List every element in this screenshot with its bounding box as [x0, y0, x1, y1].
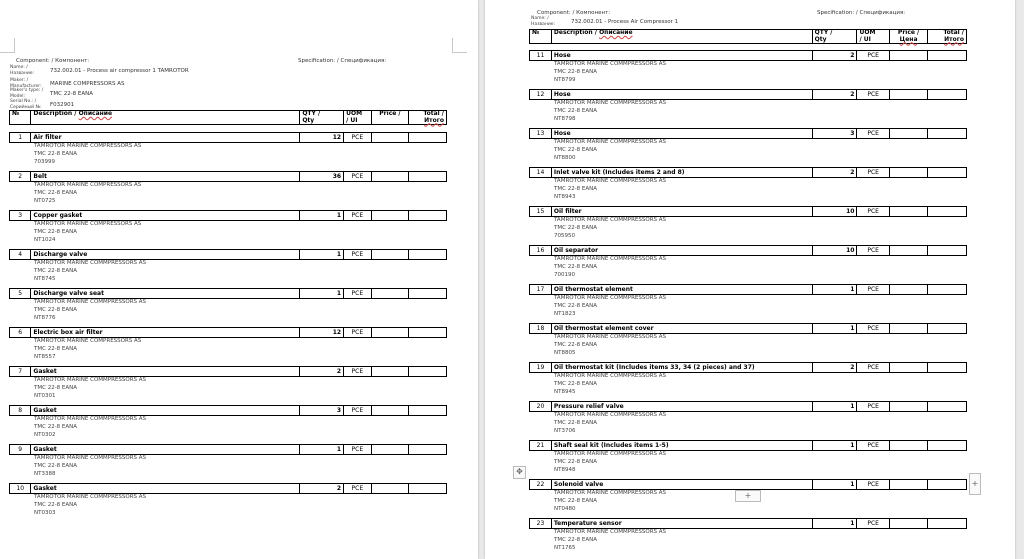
row-price[interactable] [889, 90, 928, 100]
table-row [529, 362, 967, 373]
row-uom: PCE [857, 480, 889, 490]
row-price[interactable] [371, 172, 409, 182]
row-part-number: NT3388 [34, 470, 56, 477]
row-part-number: NT1024 [34, 236, 56, 243]
row-qty: 2 [300, 484, 344, 494]
row-number: 5 [10, 289, 31, 299]
row-description: Gasket [31, 406, 300, 416]
row-total[interactable] [928, 363, 967, 373]
row-part-number: NT8798 [554, 115, 576, 122]
maker-label: Maker: / Manufacturer: [10, 78, 42, 89]
row-qty: 10 [812, 246, 857, 256]
col-price: Price / Цена [889, 30, 928, 44]
row-number: 9 [10, 445, 31, 455]
row-part-number: NT3706 [554, 427, 576, 434]
row-number: 19 [530, 363, 552, 373]
row-number: 23 [530, 519, 552, 529]
maker-value: MARINE COMPRESSORS AS [50, 80, 125, 87]
row-total[interactable] [928, 402, 967, 412]
row-price[interactable] [889, 285, 928, 295]
row-part-number: NT8745 [34, 275, 56, 282]
list-item [9, 210, 447, 244]
row-price[interactable] [371, 133, 409, 143]
row-qty: 2 [812, 51, 857, 61]
col-no: № [10, 111, 31, 125]
row-description: Belt [31, 172, 300, 182]
row-part-number: NT0725 [34, 197, 56, 204]
row-number: 1 [10, 133, 31, 143]
row-model: TMC 22-8 EANA [34, 462, 78, 469]
row-total[interactable] [928, 129, 967, 139]
row-model: TMC 22-8 EANA [554, 107, 598, 114]
row-part-number: NT0302 [34, 431, 56, 438]
row-price[interactable] [371, 484, 409, 494]
row-qty: 1 [300, 250, 344, 260]
row-maker: TAMROTOR MARINE COMMPRESSORS AS [554, 490, 667, 496]
row-qty: 2 [812, 363, 857, 373]
row-description: Oil separator [551, 246, 812, 256]
list-item [529, 206, 967, 240]
list-item [9, 132, 447, 166]
row-part-number: NT8805 [554, 349, 576, 356]
row-part-number: NT8800 [554, 154, 576, 161]
row-number: 10 [10, 484, 31, 494]
row-uom: PCE [857, 441, 889, 451]
table-row [529, 401, 967, 412]
row-price[interactable] [371, 328, 409, 338]
row-number: 16 [530, 246, 552, 256]
row-total[interactable] [409, 133, 447, 143]
row-model: TMC 22-8 EANA [554, 380, 598, 387]
row-uom: PCE [344, 367, 372, 377]
component-label: Component: / Компонент: [537, 10, 611, 16]
row-part-number: NT0480 [554, 505, 576, 512]
row-uom: PCE [857, 402, 889, 412]
row-price[interactable] [371, 250, 409, 260]
row-price[interactable] [889, 324, 928, 334]
row-total[interactable] [928, 246, 967, 256]
list-item [9, 327, 447, 361]
row-description: Gasket [31, 367, 300, 377]
row-part-number: NT0303 [34, 509, 56, 516]
row-number: 4 [10, 250, 31, 260]
row-total[interactable] [409, 484, 447, 494]
row-qty: 12 [300, 133, 344, 143]
row-uom: PCE [344, 250, 372, 260]
row-description: Hose [551, 129, 812, 139]
row-price[interactable] [371, 406, 409, 416]
row-part-number: NT8799 [554, 76, 576, 83]
row-part-number: NT8557 [34, 353, 56, 360]
row-uom: PCE [344, 484, 372, 494]
row-description: Shaft seal kit (Includes items 1-5) [551, 441, 812, 451]
move-handle-icon[interactable]: ✥ [513, 466, 526, 479]
row-total[interactable] [409, 172, 447, 182]
col-description: Description / Описание [551, 30, 812, 44]
table-row [9, 444, 447, 455]
row-description: Temperature sensor [551, 519, 812, 529]
table-row [9, 405, 447, 416]
document-page-1 [0, 0, 478, 559]
row-maker: TAMROTOR MARINE COMMPRESSORS AS [554, 217, 667, 223]
row-model: TMC 22-8 EANA [34, 150, 78, 157]
component-name: 732.002.01 - Process air compressor 1 TAMROTOR [50, 67, 189, 74]
table-row [529, 440, 967, 451]
specification-label: Specification: / Спецификация: [298, 58, 387, 64]
row-qty: 2 [300, 367, 344, 377]
row-maker: TAMROTOR MARINE COMMPRESSORS AS [554, 451, 667, 457]
table-row [9, 288, 447, 299]
row-model: TMC 22-8 EANA [554, 146, 598, 153]
table-row [529, 518, 967, 529]
row-number: 3 [10, 211, 31, 221]
row-part-number: NT0301 [34, 392, 56, 399]
row-total[interactable] [409, 289, 447, 299]
row-part-number: NT8945 [554, 388, 576, 395]
list-item [529, 284, 967, 318]
row-part-number: NT8948 [554, 466, 576, 473]
name-label: Name: / Название: [10, 65, 35, 76]
col-qty: QTY / Qty [300, 111, 344, 125]
row-description: Oil thermostat element [551, 285, 812, 295]
type-value: TMC 22-8 EANA [50, 90, 94, 97]
row-part-number: NT1765 [554, 544, 576, 551]
col-qty: QTY / Qty [812, 30, 857, 44]
row-description: Oil filter [551, 207, 812, 217]
row-uom: PCE [857, 168, 889, 178]
row-total[interactable] [928, 519, 967, 529]
margin-corner-mark [452, 38, 467, 53]
row-description: Oil thermostat kit (Includes items 33, 34 (2 pieces) and 37) [551, 363, 812, 373]
row-model: TMC 22-8 EANA [554, 419, 598, 426]
col-description: Description / Описание [31, 111, 300, 125]
row-model: TMC 22-8 EANA [34, 501, 78, 508]
row-description: Discharge valve [31, 250, 300, 260]
row-price[interactable] [889, 441, 928, 451]
row-qty: 1 [300, 289, 344, 299]
row-maker: TAMROTOR MARINE COMMPRESSORS AS [554, 139, 667, 145]
table-row [9, 171, 447, 182]
row-total[interactable] [409, 445, 447, 455]
component-name: 732.002.01 - Process Air Compressor 1 [571, 18, 679, 25]
row-maker: TAMROTOR MARINE COMPRESSORS AS [34, 338, 142, 344]
document-page-2 [485, 0, 1015, 559]
parts-table [529, 29, 967, 44]
list-item [9, 366, 447, 400]
row-maker: TAMROTOR MARINE COMPRESSORS AS [34, 182, 142, 188]
row-maker: TAMROTOR MARINE COMPRESSORS AS [34, 143, 142, 149]
row-maker: TAMROTOR MARINE COMMPRESSORS AS [554, 100, 667, 106]
row-total[interactable] [409, 406, 447, 416]
row-total[interactable] [409, 211, 447, 221]
row-price[interactable] [371, 367, 409, 377]
row-model: TMC 22-8 EANA [554, 302, 598, 309]
row-description: Hose [551, 51, 812, 61]
row-number: 17 [530, 285, 552, 295]
row-model: TMC 22-8 EANA [34, 267, 78, 274]
table-row [9, 249, 447, 260]
row-number: 2 [10, 172, 31, 182]
row-uom: PCE [857, 129, 889, 139]
row-model: TMC 22-8 EANA [34, 345, 78, 352]
row-price[interactable] [889, 246, 928, 256]
row-model: TMC 22-8 EANA [554, 224, 598, 231]
table-row [9, 483, 447, 494]
row-part-number: NT8943 [554, 193, 576, 200]
row-number: 22 [530, 480, 552, 490]
add-column-button[interactable]: + [969, 473, 981, 495]
row-model: TMC 22-8 EANA [554, 458, 598, 465]
table-row [529, 167, 967, 178]
list-item [529, 401, 967, 435]
col-no: № [530, 30, 552, 44]
row-number: 14 [530, 168, 552, 178]
row-price[interactable] [889, 129, 928, 139]
serial-label: Serial No.: / Серийный №: [10, 99, 42, 110]
row-qty: 1 [812, 519, 857, 529]
row-price[interactable] [889, 51, 928, 61]
row-description: Pressure relief valve [551, 402, 812, 412]
row-total[interactable] [928, 51, 967, 61]
row-model: TMC 22-8 EANA [554, 341, 598, 348]
row-description: Gasket [31, 484, 300, 494]
margin-corner-mark [0, 38, 15, 53]
row-qty: 1 [812, 441, 857, 451]
row-price[interactable] [889, 519, 928, 529]
row-part-number: 700190 [554, 271, 575, 278]
col-uom: UOM / UI [857, 30, 889, 44]
row-uom: PCE [344, 211, 372, 221]
table-row [529, 206, 967, 217]
row-maker: TAMROTOR MARINE COMMPRESSORS AS [34, 260, 147, 266]
list-item [529, 440, 967, 474]
table-row [529, 284, 967, 295]
row-model: TMC 22-8 EANA [554, 68, 598, 75]
row-uom: PCE [857, 324, 889, 334]
row-model: TMC 22-8 EANA [34, 228, 78, 235]
row-total[interactable] [409, 250, 447, 260]
add-row-button[interactable]: + [735, 490, 761, 502]
row-total[interactable] [928, 285, 967, 295]
row-total[interactable] [928, 168, 967, 178]
row-maker: TAMROTOR MARINE COMMPRESSORS AS [554, 61, 667, 67]
row-total[interactable] [409, 367, 447, 377]
row-uom: PCE [857, 285, 889, 295]
row-qty: 1 [812, 402, 857, 412]
list-item [9, 444, 447, 478]
row-uom: PCE [857, 207, 889, 217]
row-qty: 36 [300, 172, 344, 182]
row-uom: PCE [344, 172, 372, 182]
table-row [9, 366, 447, 377]
list-item [529, 323, 967, 357]
table-row [529, 89, 967, 100]
row-qty: 1 [300, 211, 344, 221]
row-maker: TAMROTOR MARINE COMMPRESSORS AS [554, 295, 667, 301]
row-part-number: NT8776 [34, 314, 56, 321]
row-maker: TAMROTOR MARINE COMMPRESSORS AS [554, 529, 667, 535]
row-model: TMC 22-8 EANA [554, 497, 598, 504]
row-maker: TAMROTOR MARINE COMMPRESSORS AS [34, 299, 147, 305]
row-part-number: NT1823 [554, 310, 576, 317]
row-part-number: 703999 [34, 158, 55, 165]
serial-value: F032901 [50, 101, 75, 108]
row-model: TMC 22-8 EANA [34, 384, 78, 391]
row-total[interactable] [928, 90, 967, 100]
col-total: Total / Итого [928, 30, 967, 44]
name-label: Name: / Название: [531, 16, 556, 27]
list-item [9, 483, 447, 517]
row-uom: PCE [857, 246, 889, 256]
row-description: Air filter [31, 133, 300, 143]
row-part-number: 705950 [554, 232, 575, 239]
list-item [529, 89, 967, 123]
list-item [529, 50, 967, 84]
row-maker: TAMROTOR MARINE COMMPRESSORS AS [554, 412, 667, 418]
row-description: Solenoid valve [551, 480, 812, 490]
row-price[interactable] [889, 402, 928, 412]
col-uom: UOM / UI [344, 111, 372, 125]
list-item [9, 288, 447, 322]
row-total[interactable] [928, 207, 967, 217]
row-maker: TAMROTOR MARINE COMMPRESSORS AS [554, 178, 667, 184]
row-uom: PCE [344, 406, 372, 416]
row-price[interactable] [371, 211, 409, 221]
row-maker: TAMROTOR MARINE COMMPRESSORS AS [34, 377, 147, 383]
row-maker: TAMROTOR MARINE COMMPRESSORS AS [34, 416, 147, 422]
row-qty: 3 [300, 406, 344, 416]
row-price[interactable] [889, 480, 928, 490]
row-qty: 1 [812, 480, 857, 490]
col-total: Total / Итого [409, 111, 447, 125]
row-number: 13 [530, 129, 552, 139]
row-number: 20 [530, 402, 552, 412]
table-row [529, 128, 967, 139]
parts-table [9, 110, 447, 125]
row-model: TMC 22-8 EANA [554, 263, 598, 270]
row-number: 11 [530, 51, 552, 61]
row-total[interactable] [928, 480, 967, 490]
row-qty: 2 [812, 168, 857, 178]
row-qty: 2 [812, 90, 857, 100]
row-qty: 3 [812, 129, 857, 139]
row-total[interactable] [928, 324, 967, 334]
row-uom: PCE [344, 328, 372, 338]
row-description: Copper gasket [31, 211, 300, 221]
row-number: 15 [530, 207, 552, 217]
row-maker: TAMROTOR MARINE COMMPRESSORS AS [554, 256, 667, 262]
row-model: TMC 22-8 EANA [34, 306, 78, 313]
component-label: Component: / Компонент: [16, 58, 90, 64]
table-row [529, 245, 967, 256]
row-description: Oil thermostat element cover [551, 324, 812, 334]
row-price[interactable] [889, 363, 928, 373]
row-number: 12 [530, 90, 552, 100]
specification-label: Specification: / Спецификация: [817, 10, 906, 16]
row-model: TMC 22-8 EANA [34, 189, 78, 196]
row-description: Gasket [31, 445, 300, 455]
row-qty: 12 [300, 328, 344, 338]
row-description: Inlet valve kit (Includes items 2 and 8) [551, 168, 812, 178]
list-item [529, 362, 967, 396]
table-row [9, 132, 447, 143]
table-row [529, 479, 967, 490]
row-description: Discharge valve seat [31, 289, 300, 299]
row-price[interactable] [371, 289, 409, 299]
row-uom: PCE [857, 519, 889, 529]
row-maker: TAMROTOR MARINE COMPRESSORS AS [34, 221, 142, 227]
row-number: 8 [10, 406, 31, 416]
table-row [529, 50, 967, 61]
table-row [9, 327, 447, 338]
row-number: 21 [530, 441, 552, 451]
row-uom: PCE [857, 90, 889, 100]
row-qty: 1 [812, 324, 857, 334]
row-uom: PCE [344, 445, 372, 455]
list-item [529, 245, 967, 279]
row-qty: 10 [812, 207, 857, 217]
list-item [9, 171, 447, 205]
row-maker: TAMROTOR MARINE COMMPRESSORS AS [554, 373, 667, 379]
col-price: Price / [371, 111, 409, 125]
list-item [529, 167, 967, 201]
row-price[interactable] [371, 445, 409, 455]
row-maker: TAMROTOR MARINE COMMPRESSORS AS [554, 334, 667, 340]
row-description: Hose [551, 90, 812, 100]
list-item [529, 518, 967, 552]
table-row [9, 210, 447, 221]
row-model: TMC 22-8 EANA [554, 536, 598, 543]
row-number: 7 [10, 367, 31, 377]
row-uom: PCE [857, 51, 889, 61]
row-price[interactable] [889, 168, 928, 178]
row-uom: PCE [344, 289, 372, 299]
row-number: 18 [530, 324, 552, 334]
row-uom: PCE [344, 133, 372, 143]
row-maker: TAMROTOR MARINE COMMPRESSORS AS [34, 455, 147, 461]
table-row [529, 323, 967, 334]
list-item [529, 128, 967, 162]
row-maker: TAMROTOR MARINE COMMPRESSORS AS [34, 494, 147, 500]
list-item [9, 405, 447, 439]
list-item [9, 249, 447, 283]
row-qty: 1 [812, 285, 857, 295]
row-qty: 1 [300, 445, 344, 455]
row-model: TMC 22-8 EANA [554, 185, 598, 192]
row-uom: PCE [857, 363, 889, 373]
row-price[interactable] [889, 207, 928, 217]
row-total[interactable] [928, 441, 967, 451]
row-number: 6 [10, 328, 31, 338]
row-model: TMC 22-8 EANA [34, 423, 78, 430]
type-label: Maker's type: / Model: [10, 88, 44, 99]
row-total[interactable] [409, 328, 447, 338]
row-description: Electric box air filter [31, 328, 300, 338]
